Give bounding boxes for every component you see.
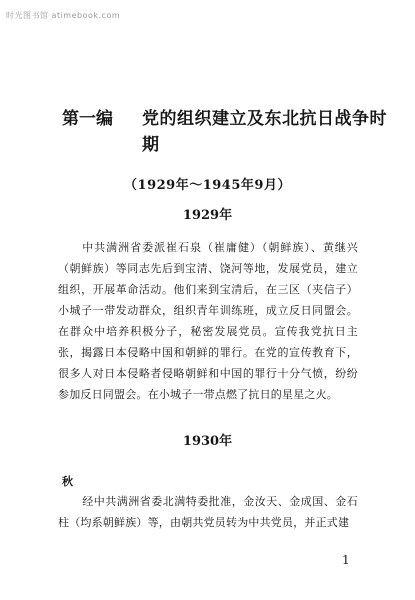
year-heading-1930: 1930年 — [182, 434, 233, 449]
part-title: 党的组织建立及东北抗日战争时期 — [142, 109, 387, 155]
year-heading-1929: 1929年 — [182, 208, 233, 223]
paragraph-1929: 中共满洲省委派崔石泉（崔庸健）（朝鲜族）、黄继兴（朝鲜族）等同志先后到宝清、饶河等地，发展党员，建立组织，开展革命活动。他们来到宝清后，在三区（夹信子）小城子一带发动群众，组织青年训练班，成立反日同盟会。在群众中培养积极分子，秘密发展党员。宣传我党抗日主张，揭露日本侵略中国和朝鲜的罪行。在党的宣传教育下，很多人对日本侵略者侵略朝鲜和中国的罪行十分气愤，纷纷参加反日同盟会。在小城子一带点燃了抗日的星星之火。 — [58, 241, 358, 401]
season-label: 秋 — [62, 475, 73, 488]
watermark-text: 时光图书馆 atimebook.com — [6, 11, 121, 20]
page-number: 1 — [342, 553, 350, 567]
date-range: （1929年～1945年9月） — [124, 178, 291, 193]
part-label: 第一编 — [62, 109, 113, 129]
paragraph-1930: 经中共满洲省委北满特委批准，金汝天、金成国、金石柱（均系朝鲜族）等，由朝共党员转为中共党员，并正式建 — [58, 495, 358, 529]
part-heading — [62, 106, 392, 158]
